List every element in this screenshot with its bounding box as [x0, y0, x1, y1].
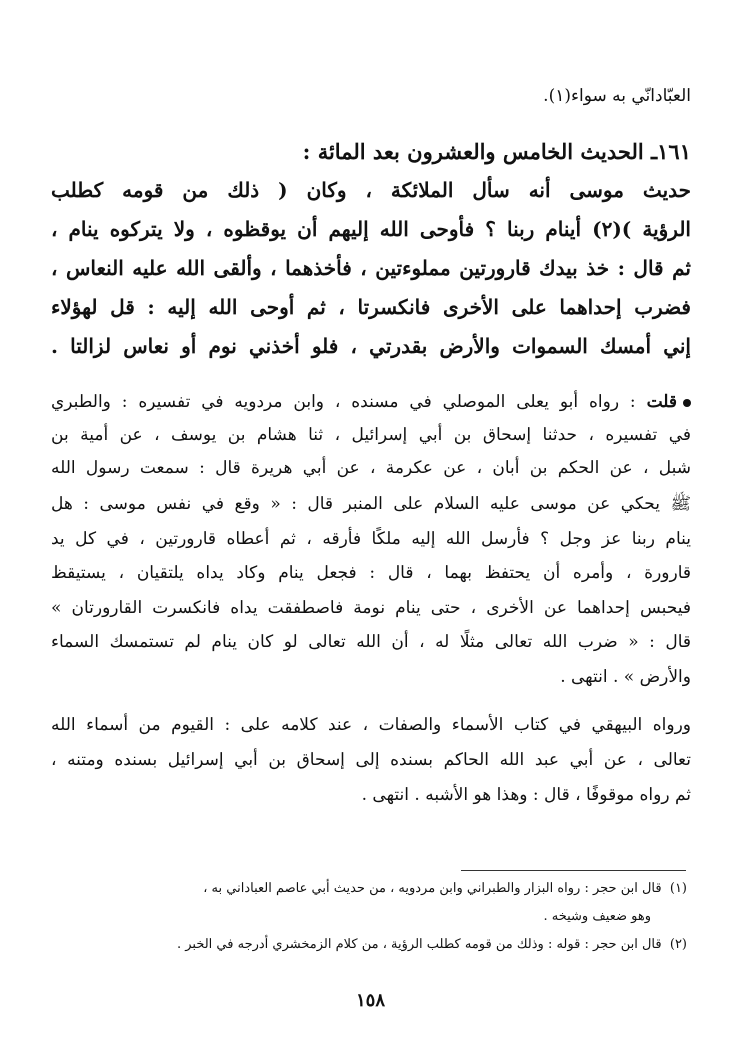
- hadith-heading: ١٦١ـ الحديث الخامس والعشرون بعد المائة :: [302, 139, 691, 164]
- qultu-line-4: ﷺ يحكي عن موسى عليه السلام على المنبر قال : « وقع في نفس موسى : هل: [51, 494, 691, 514]
- hadith-line-5: إني أمسك السموات والأرض بقدرتي ، فلو أخذني نوم أو نعاس لزالتا .: [51, 334, 691, 358]
- qultu-line-3: شبل ، عن الحكم بن أبان ، عن عكرمة ، عن أبي هريرة قال : سمعت رسول الله: [51, 458, 691, 478]
- hadith-line-2: الرؤية )(٢) أينام ربنا ؟ فأوحى الله إليهم أن يوقظوه ، ولا يتركوه ينام ،: [51, 217, 691, 241]
- hadith-line-1: حديث موسى أنه سأل الملائكة ، وكان ( ذلك من قومه كطلب: [51, 178, 691, 202]
- qultu-line-8: قال : « ضرب الله تعالى مثلًا له ، أن الله تعالى لو كان ينام لم تستمسك السماء: [51, 632, 691, 652]
- footnote-2-text: قال ابن حجر : قوله : وذلك من قومه كطلب الرؤية ، من كلام الزمخشري أدرجه في الخبر .: [176, 937, 662, 952]
- qultu-line-7: فيحبس إحداهما عن الأخرى ، حتى ينام نومة فاصطفقت يداه فانكسرت القارورتان »: [51, 598, 691, 618]
- footnote-2: [51, 937, 687, 952]
- footnote-separator: [461, 870, 686, 871]
- qultu-line-6: قارورة ، وأمره أن يحتفظ بهما ، قال : فجعل ينام وكاد يداه يلتقيان ، يستيقظ: [51, 563, 691, 583]
- qultu-line-1: [51, 392, 691, 412]
- bullet-icon: [683, 399, 691, 407]
- footnote-1: [51, 881, 687, 896]
- qultu-line-2: في تفسيره ، حدثنا إسحاق بن أبي إسرائيل ، ثنا هشام بن يوسف ، عن أمية بن: [51, 425, 691, 445]
- bayhaqi-line-1: ورواه البيهقي في كتاب الأسماء والصفات ، عند كلامه على : القيوم من أسماء الله: [51, 715, 691, 735]
- qultu-first-text: : رواه أبو يعلى الموصلي في مسنده ، وابن مردويه في تفسيره : والطبري: [51, 392, 636, 412]
- footnote-2-number: (٢): [669, 937, 687, 952]
- qultu-line-9: والأرض » . انتهى .: [560, 667, 691, 687]
- footnote-1-continuation: وهو ضعيف وشيخه .: [543, 909, 651, 924]
- continuation-line: العبّادانّي به سواء(١).: [543, 86, 691, 106]
- hadith-line-3: ثم قال : خذ بيدك قارورتين مملوءتين ، فأخذهما ، وألقى الله عليه النعاس ،: [51, 256, 691, 280]
- qultu-label: قلت: [646, 392, 678, 412]
- qultu-line-5: ينام ربنا عز وجل ؟ فأرسل الله إليه ملكًا فأرقه ، ثم أعطاه قارورتين ، في كل يد: [51, 529, 691, 549]
- bayhaqi-line-2: تعالى ، عن أبي عبد الله الحاكم بسنده إلى إسحاق بن أبي إسرائيل بسنده ومتنه ،: [51, 750, 691, 770]
- footnote-1-number: (١): [669, 881, 687, 896]
- footnote-1-text: قال ابن حجر : رواه البزار والطبراني وابن مردويه ، من حديث أبي عاصم العباداني به ،: [203, 881, 662, 896]
- hadith-line-4: فضرب إحداهما على الأخرى فانكسرتا ، ثم أوحى الله إليه : قل لهؤلاء: [51, 295, 691, 319]
- page-number: ١٥٨: [355, 990, 385, 1011]
- bayhaqi-line-3: ثم رواه موقوفًا ، قال : وهذا هو الأشبه . انتهى .: [361, 785, 691, 805]
